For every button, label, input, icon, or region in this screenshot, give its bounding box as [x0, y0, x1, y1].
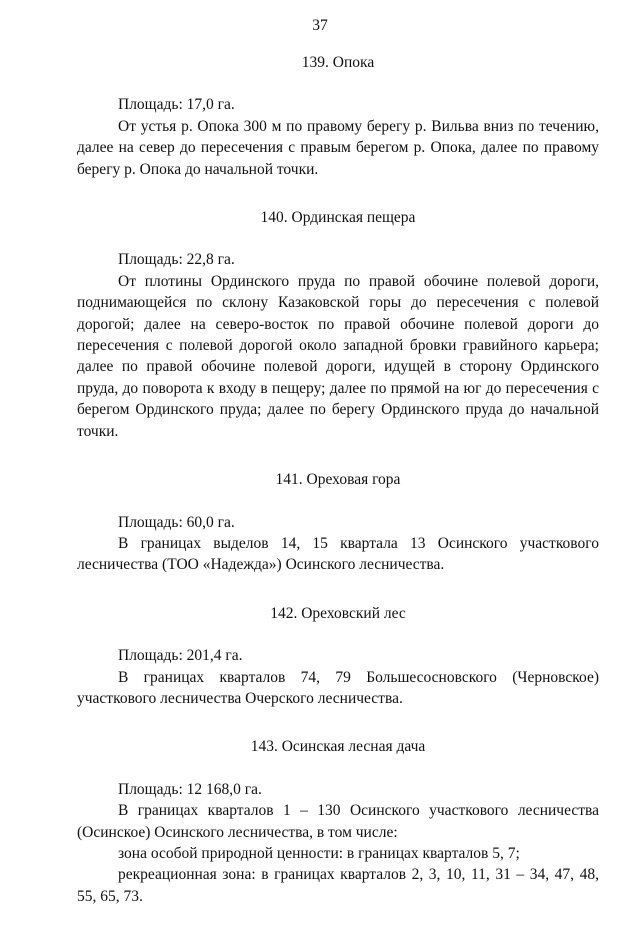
page-number: 37: [312, 17, 328, 34]
area-line: Площадь: 12 168,0 га.: [118, 780, 262, 798]
zone-line: зона особой природной ценности: в границах кварталов 5, 7;: [118, 844, 520, 862]
section-140: [77, 202, 599, 442]
section-title: 139. Опока: [301, 54, 375, 71]
area-line: Площадь: 17,0 га.: [118, 96, 235, 114]
area-line: Площадь: 201,4 га.: [118, 647, 243, 665]
boundary-description: От устья р. Опока 300 м по правому берегу р. Вильва вниз по течению, далее на север до пересечения с правым берегом р. Опока, далее по правому берегу р. Опока до начальной точки.: [77, 117, 599, 178]
boundary-description: От плотины Ординского пруда по правой обочине полевой дороги, поднимающейся по склону Казаковской горы до пересечения с полевой дорогой; далее на северо-восток по правой обочине полевой дороги до пересечения с полевой дорогой около западной бровки гравийного карьера; далее по правой обочине полевой дороги, идущей в сторону Ординского пруда, до поворота к входу в пещеру; далее по прямой на юг до пересечения с берегом Ординского пруда; далее по берегу Ординского пруда до начальной точки.: [77, 272, 599, 440]
boundary-description: В границах выделов 14, 15 квартала 13 Осинского участкового лесничества (ТОО «Надежда») Осинского лесничества.: [77, 534, 599, 574]
document-body: [77, 47, 599, 929]
section-139: [77, 47, 599, 180]
boundary-description: В границах кварталов 74, 79 Большесосновского (Черновское) участкового лесничества Очерского лесничества.: [77, 668, 599, 707]
section-title: 140. Ординская пещера: [260, 209, 416, 227]
zone-line: рекреационная зона: в границах кварталов 2, 3, 10, 11, 31 – 34, 47, 48, 55, 65, 73.: [77, 866, 599, 905]
section-141: [77, 464, 599, 576]
section-143: [77, 731, 599, 907]
section-142: [77, 598, 599, 710]
area-line: Площадь: 60,0 га.: [118, 513, 235, 531]
area-line: Площадь: 22,8 га.: [118, 251, 235, 269]
section-title: 143. Осинская лесная дача: [250, 738, 426, 756]
boundary-description: В границах кварталов 1 – 130 Осинского участкового лесничества (Осинское) Осинского лесничества, в том числе:: [77, 802, 599, 841]
section-title: 142. Ореховский лес: [270, 604, 406, 622]
section-title: 141. Ореховая гора: [275, 471, 401, 489]
